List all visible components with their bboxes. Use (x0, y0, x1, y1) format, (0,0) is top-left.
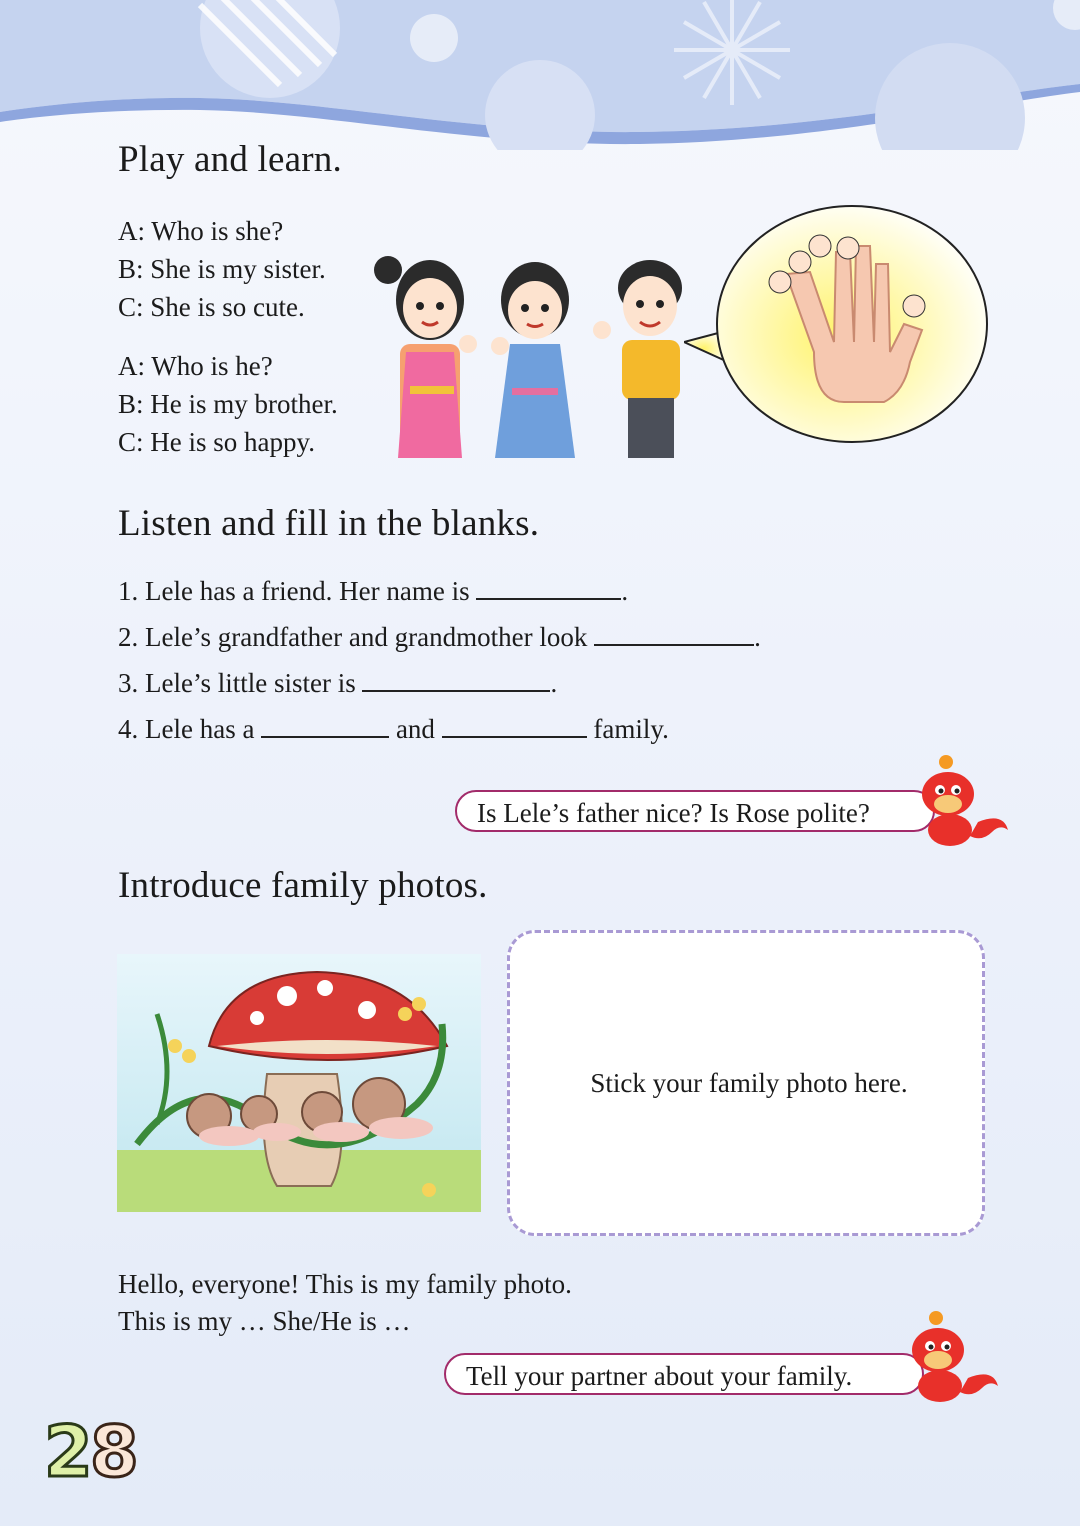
fill-question-1 (118, 572, 628, 610)
answer-blank[interactable] (594, 620, 754, 646)
intro-text-line-1: Hello, everyone! This is my family photo. (118, 1269, 572, 1299)
question-text: 4. Lele has a (118, 714, 255, 744)
question-end: . (550, 668, 558, 698)
question-mid: and (395, 714, 435, 744)
question-end: . (621, 576, 629, 606)
question-end: . (754, 622, 761, 652)
girl-figure (374, 256, 477, 458)
dialog-line: A: Who is she? (118, 216, 284, 246)
dialog-line: B: He is my brother. (118, 389, 338, 419)
answer-blank[interactable] (362, 666, 550, 692)
dragon-mascot-icon (908, 752, 1016, 852)
finger-puppet-bubble (684, 202, 990, 448)
intro-text-line-2: This is my … She/He is … (118, 1306, 411, 1336)
fill-question-3 (118, 664, 557, 702)
question-text: 2. Lele’s grandfather and grandmother look (118, 622, 588, 652)
fill-question-4 (118, 710, 669, 748)
answer-blank[interactable] (261, 712, 389, 738)
section-heading-introduce: Introduce family photos. (118, 865, 488, 906)
dragon-mascot-icon (898, 1308, 1006, 1408)
answer-blank[interactable] (476, 574, 621, 600)
page-number-digit-2: 2 (44, 1411, 93, 1484)
speech-bubble-instruction: Tell your partner about your family. (444, 1353, 924, 1395)
girl-figure (491, 262, 575, 458)
header-decoration (0, 0, 1080, 150)
dialog-line: C: She is so cute. (118, 292, 305, 322)
speech-bubble-question: Is Lele’s father nice? Is Rose polite? (455, 790, 935, 832)
dialog-she (118, 212, 326, 326)
children-illustration (370, 248, 700, 458)
family-photo-placeholder[interactable] (507, 930, 985, 1236)
section-heading-play-and-learn: Play and learn. (118, 139, 342, 180)
photo-placeholder-label: Stick your family photo here. (590, 1068, 908, 1098)
dialog-line: B: She is my sister. (118, 254, 326, 284)
question-text: 3. Lele’s little sister is (118, 668, 356, 698)
section-heading-listen: Listen and fill in the blanks. (118, 503, 540, 544)
boy-figure (593, 260, 682, 458)
answer-blank[interactable] (442, 712, 587, 738)
dialog-he (118, 347, 338, 461)
fill-question-2 (118, 618, 761, 656)
question-text: 1. Lele has a friend. Her name is (118, 576, 470, 606)
page-number-digit-8: 8 (90, 1411, 139, 1484)
question-end: family. (593, 714, 669, 744)
page-number (42, 1408, 142, 1484)
dialog-line: C: He is so happy. (118, 427, 315, 457)
dialog-line: A: Who is he? (118, 351, 273, 381)
snail-family-picture (117, 954, 481, 1212)
